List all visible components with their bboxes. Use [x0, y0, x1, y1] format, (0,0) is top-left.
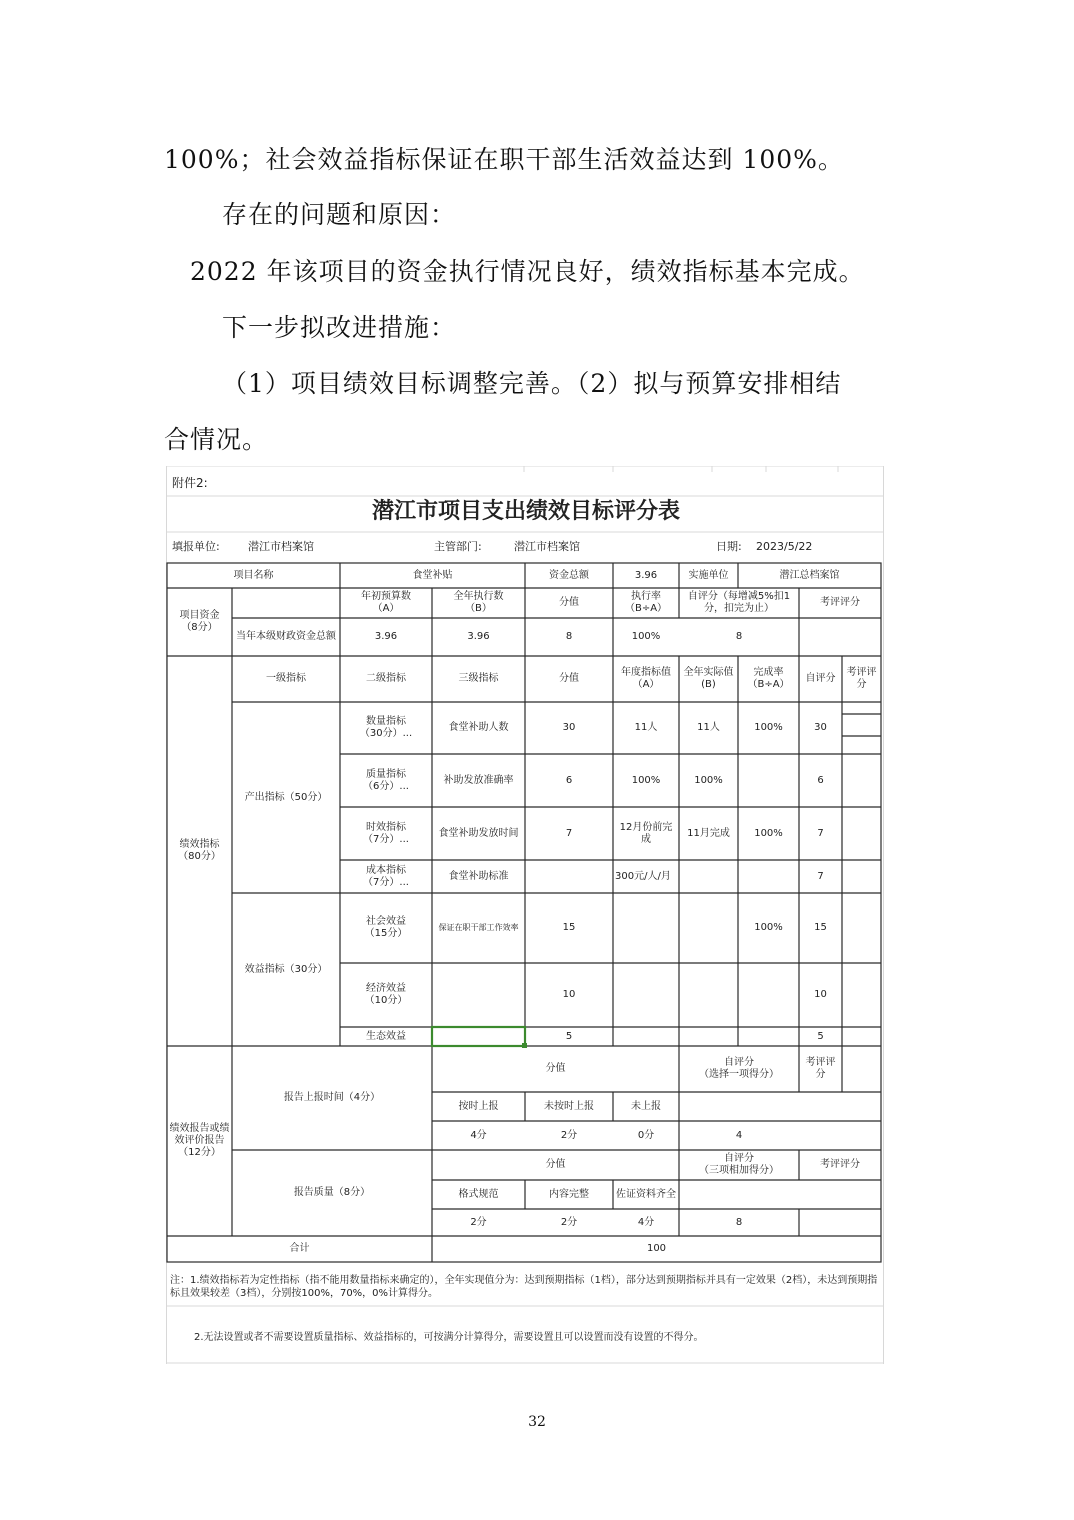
fund-self-value: 8 — [735, 631, 743, 642]
section-heading: 下一步拟改进措施： — [222, 313, 457, 342]
actual-cell: 11月完成 — [687, 827, 730, 839]
rate-header: 执行率 （B÷A） — [624, 591, 668, 614]
completion-cell: 100% — [754, 922, 783, 933]
completion-header: 完成率 （B÷A） — [747, 667, 790, 690]
total-value: 100 — [646, 1243, 667, 1254]
report-time-score-header: 分值 — [545, 1063, 566, 1074]
quality-option: 内容完整 — [549, 1188, 589, 1200]
self-score-cell: 30 — [814, 722, 827, 733]
fund-section-label: 项目资金 （8分） — [179, 610, 220, 633]
self-score-cell: 7 — [817, 827, 824, 839]
actual-cell: 11人 — [697, 722, 720, 733]
time-points: 0分 — [637, 1129, 655, 1141]
quality-points: 2分 — [560, 1216, 578, 1228]
completion-cell: 100% — [754, 827, 783, 839]
target-cell — [613, 963, 679, 1027]
completion-cell — [738, 963, 799, 1027]
unit-label: 填报单位: — [172, 540, 220, 553]
paragraph-text: 2022 年该项目的资金执行情况良好，绩效指标基本完成。 — [190, 257, 865, 286]
level3-cell: 食堂补助标准 — [448, 870, 509, 882]
project-name-label: 项目名称 — [233, 569, 274, 581]
level2-cell: 社会效益 （15分） — [364, 916, 408, 939]
level3-header: 三级指标 — [458, 673, 499, 684]
self-score-cell: 7 — [817, 870, 824, 882]
impl-unit-label: 实施单位 — [688, 569, 729, 581]
attachment-label: 附件2: — [172, 476, 208, 490]
score-cell: 7 — [565, 827, 573, 839]
perf-review-header: 考评评分 — [846, 667, 877, 690]
target-header: 年度指标值（A） — [621, 667, 671, 690]
quality-self-header: 自评分 （三项相加得分） — [699, 1153, 779, 1176]
target-cell: 300元/人/月 — [615, 870, 671, 882]
fund-total-label: 资金总额 — [549, 569, 589, 581]
perf-score-header: 分值 — [559, 673, 579, 684]
target-cell: 100% — [631, 774, 661, 786]
actual-cell — [679, 893, 738, 963]
completion-cell — [738, 754, 799, 807]
project-name-value: 食堂补贴 — [412, 569, 453, 581]
self-score-cell: 5 — [817, 1030, 824, 1042]
paragraph-text: 合情况。 — [164, 425, 269, 454]
level2-cell: 成本指标 （7分）... — [363, 864, 409, 888]
time-option: 未上报 — [631, 1100, 661, 1112]
time-points: 2分 — [560, 1129, 578, 1141]
actual-cell: 100% — [694, 774, 723, 786]
paragraph-text: 100%；社会效益指标保证在职干部生活效益达到 100%。 — [164, 145, 844, 174]
self-score-header: 自评分（每增减5%扣1分，扣完为止） — [687, 591, 791, 614]
quality-review-header: 考评评分 — [820, 1159, 860, 1170]
dept-value: 潜江市档案馆 — [514, 540, 580, 553]
self-score-cell: 6 — [817, 774, 824, 786]
quality-option: 佐证资料齐全 — [616, 1188, 676, 1200]
quality-option: 格式规范 — [458, 1188, 499, 1200]
exec-header: 全年执行数 （B） — [453, 591, 504, 614]
level1-header: 一级指标 — [266, 673, 306, 684]
impl-unit-value: 潜江总档案馆 — [779, 569, 840, 581]
fund-score-value: 8 — [565, 631, 573, 642]
time-option: 未按时上报 — [544, 1100, 594, 1112]
target-cell: 12月份前完成 — [619, 821, 673, 845]
report-quality-label: 报告质量（8分） — [293, 1187, 371, 1198]
level2-cell: 时效指标 （7分）... — [363, 821, 409, 845]
total-label: 合计 — [289, 1243, 310, 1254]
quality-points: 2分 — [470, 1216, 487, 1228]
level3-cell — [432, 1027, 525, 1046]
target-cell — [613, 893, 679, 963]
level2-cell: 质量指标 （6分）... — [363, 768, 409, 792]
time-points: 4分 — [470, 1129, 487, 1141]
report-section-label: 绩效报告或绩效评价报告 （12分） — [169, 1123, 230, 1158]
level3-cell: 保证在职干部工作效率 — [438, 923, 519, 932]
time-self-score: 4 — [735, 1129, 743, 1141]
self-score-cell: 10 — [814, 989, 827, 1000]
level3-cell: 食堂补助发放时间 — [438, 827, 519, 839]
time-option: 按时上报 — [458, 1100, 499, 1112]
quality-self-score: 8 — [735, 1216, 743, 1228]
level2-header: 二级指标 — [366, 673, 406, 684]
level3-cell — [432, 963, 525, 1027]
date-label: 日期: — [716, 540, 742, 553]
score-cell — [525, 860, 613, 893]
paragraph-text: （1）项目绩效目标调整完善。（2）拟与预算安排相结 — [222, 369, 842, 398]
level3-cell: 补助发放准确率 — [443, 774, 514, 786]
actual-cell — [679, 860, 738, 893]
table-note-1: 注：1.绩效指标若为定性指标（指不能用数量指标来确定的），全年实现值分为：达到预期指标（1档），部分达到预期指标并具有一定效果（2档），未达到预期指标且效果较差（3档），分别按100%，70%，0%计算得分。 — [170, 1275, 878, 1299]
review-score-header: 考评评分 — [820, 597, 860, 608]
rate-value: 100% — [631, 631, 661, 642]
perf-section-label: 绩效指标 （80分） — [178, 839, 221, 862]
score-cell: 10 — [562, 989, 576, 1000]
table-title: 潜江市项目支出绩效目标评分表 — [371, 499, 680, 524]
completion-cell — [738, 1027, 799, 1046]
actual-cell — [679, 963, 738, 1027]
completion-cell — [738, 860, 799, 893]
output-indicator-label: 产出指标（50分） — [244, 791, 328, 803]
dept-label: 主管部门: — [434, 540, 482, 553]
date-value: 2023/5/22 — [756, 540, 813, 553]
exec-value: 3.96 — [467, 631, 490, 642]
level2-cell: 经济效益 （10分） — [364, 983, 408, 1006]
page-number: 32 — [528, 1414, 546, 1430]
score-cell: 30 — [562, 722, 576, 733]
score-table-image — [166, 466, 884, 1364]
target-cell — [613, 1027, 679, 1046]
report-time-self-header: 自评分 （选择一项得分） — [699, 1057, 779, 1080]
report-time-label: 报告上报时间（4分） — [283, 1092, 381, 1103]
quality-score-header: 分值 — [545, 1159, 566, 1170]
actual-cell — [679, 1027, 738, 1046]
completion-cell: 100% — [754, 722, 783, 733]
quality-points: 4分 — [637, 1216, 655, 1228]
section-heading: 存在的问题和原因： — [222, 200, 457, 229]
level3-cell: 食堂补助人数 — [448, 722, 509, 733]
level2-cell: 生态效益 — [366, 1030, 406, 1042]
self-score-cell: 15 — [814, 922, 827, 933]
score-cell: 15 — [562, 922, 576, 933]
fund-total-value: 3.96 — [634, 569, 658, 581]
effect-indicator-label: 效益指标（30分） — [244, 963, 328, 975]
budget-value: 3.96 — [374, 631, 398, 642]
actual-header: 全年实际值(B) — [683, 667, 734, 690]
score-header: 分值 — [559, 597, 579, 608]
perf-self-header: 自评分 — [805, 673, 836, 684]
budget-header: 年初预算数 （A） — [361, 591, 411, 614]
fund-row-label: 当年本级财政资金总额 — [236, 631, 336, 642]
unit-value: 潜江市档案馆 — [248, 540, 314, 553]
report-time-review-header: 考评评分 — [805, 1057, 836, 1080]
level2-cell: 数量指标 （30分）... — [359, 716, 413, 739]
table-note-2: 2.无法设置或者不需要设置质量指标、效益指标的，可按满分计算得分，需要设置且可以设置而没有设置的不得分。 — [194, 1332, 704, 1343]
target-cell: 11人 — [634, 722, 658, 733]
score-cell: 5 — [565, 1030, 573, 1042]
score-cell: 6 — [565, 774, 573, 786]
